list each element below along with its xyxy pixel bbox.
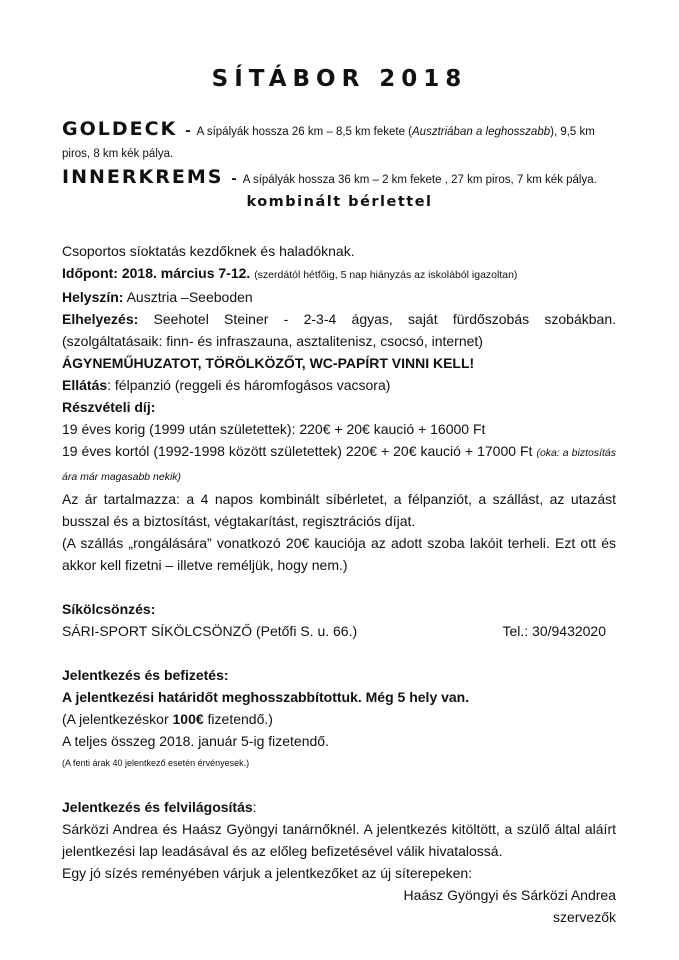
resort-dash: -: [185, 122, 191, 139]
accommodation-label: Elhelyezés:: [62, 311, 139, 327]
spacer: [62, 576, 616, 598]
registration-extended: [62, 686, 616, 708]
location-label: Helyszín:: [62, 289, 124, 305]
spacer: [62, 642, 616, 664]
location-value: Ausztria –Seeboden: [126, 289, 253, 305]
registration-deposit: [62, 708, 616, 730]
fee-over19: [62, 440, 616, 488]
resort-dash: -: [231, 170, 237, 187]
fee-label: Részvételi díj:: [62, 399, 156, 415]
deposit-note: (A szállás „rongálására” vonatkozó 20€ kauciója az adott szoba lakóit terheli. Ezt ott és akkor kell fizetni – illetve reméljük, hogy nem.): [62, 535, 616, 573]
rental-label: Síkölcsönzés:: [62, 601, 156, 617]
info-heading: [62, 796, 616, 818]
document-body: [62, 240, 616, 928]
resort-desc-italic: Ausztriában a leghosszabb: [412, 126, 551, 138]
rental-shop: SÁRI-SPORT SÍKÖLCSÖNZŐ (Petőfi S. u. 66.): [62, 623, 358, 639]
accommodation-value: Seehotel Steiner - 2-3-4 ágyas, saját fürdőszobás szobákban. (szolgáltatásaik: finn- és infraszauna, asztalitenisz, csocsó, internet): [62, 311, 616, 349]
signature-names: Haász Gyöngyi és Sárközi Andrea: [403, 887, 616, 903]
rental-line: [62, 620, 616, 642]
deposit-amount: 100€: [172, 711, 204, 727]
resort-name: GOLDECK: [62, 118, 178, 140]
rental-phone: Tel.: 30/9432020: [502, 623, 606, 639]
registration-label: Jelentkezés és befizetés:: [62, 667, 229, 683]
resort-desc-start: A sípályák hossza 26 km – 8,5 km fekete (: [196, 126, 413, 138]
fee-includes: Az ár tartalmazza: a 4 napos kombinált síbérletet, a félpanziót, a szállást, az utazást busszal és a biztosítást, végtakarítást, regisztrációs díjat.: [62, 491, 616, 529]
info-colon: :: [252, 799, 257, 815]
full-payment: A teljes összeg 2018. január 5-ig fizetendő.: [62, 733, 329, 749]
resort-desc-end: ), 9,5 km piros, 8 km kék pálya.: [62, 126, 595, 160]
fee-over19-note: (oka: a biztosítás ára már magasabb nekik): [62, 447, 617, 483]
deposit-text-end: fizetendő.): [203, 711, 273, 727]
fee-over19-text: 19 éves kortól (1992-1998 között születettek) 220€ + 20€ kaució + 17000 Ft: [62, 443, 533, 459]
packing-warning: [62, 352, 616, 374]
date-line: [62, 262, 616, 286]
subtitle: kombinált bérlettel: [246, 194, 433, 210]
board-label: Ellátás: [62, 377, 108, 393]
resort-name: INNERKREMS: [62, 166, 224, 188]
registration-extended-text: A jelentkezési határidőt meghosszabbítottuk. Még 5 hely van.: [62, 689, 470, 705]
resort-desc: A sípályák hossza 36 km – 2 km fekete , 27 km piros, 7 km kék pálya.: [242, 174, 597, 186]
price-note: (A fenti árak 40 jelentkező esetén érvényesek.): [62, 758, 250, 768]
info-text: Sárközi Andrea és Haász Gyöngyi tanárnőknél. A jelentkezés kitöltött, a szülő által aláírt jelentkezési lap leadásával és az előleg befizetésével válik hivatalossá.: [62, 821, 616, 859]
closing-text: Egy jó sízés reményében várjuk a jelentkezőket az új síterepeken:: [62, 865, 473, 881]
location-line: [62, 286, 616, 308]
resort-innerkrems: [62, 166, 621, 191]
resort-goldeck: [62, 118, 621, 165]
deposit-text-start: (A jelentkezéskor: [62, 711, 173, 727]
document-title: SÍTÁBOR 2018: [211, 66, 468, 92]
spacer: [62, 774, 616, 796]
rental-heading: [62, 598, 616, 620]
warning-text: ÁGYNEMŰHUZATOT, TÖRÖLKÖZŐT, WC-PAPÍRT VINNI KELL!: [62, 355, 475, 371]
date-note: (szerdától hétfőig, 5 nap hiányzás az iskolából igazoltan): [254, 269, 518, 281]
signature-role: szervezők: [552, 909, 616, 925]
registration-heading: [62, 664, 616, 686]
fee-heading: [62, 396, 616, 418]
accommodation-line: [62, 308, 616, 352]
info-label: Jelentkezés és felvilágosítás: [62, 799, 253, 815]
intro-text: Csoportos síoktatás kezdőknek és haladóknak.: [62, 243, 355, 259]
fee-under19: 19 éves korig (1999 után születettek): 220€ + 20€ kaució + 16000 Ft: [62, 421, 486, 437]
date-label: Időpont: 2018. március 7-12.: [62, 265, 251, 281]
board-line: [62, 374, 616, 396]
board-value: : félpanzió (reggeli és háromfogásos vacsora): [107, 377, 391, 393]
